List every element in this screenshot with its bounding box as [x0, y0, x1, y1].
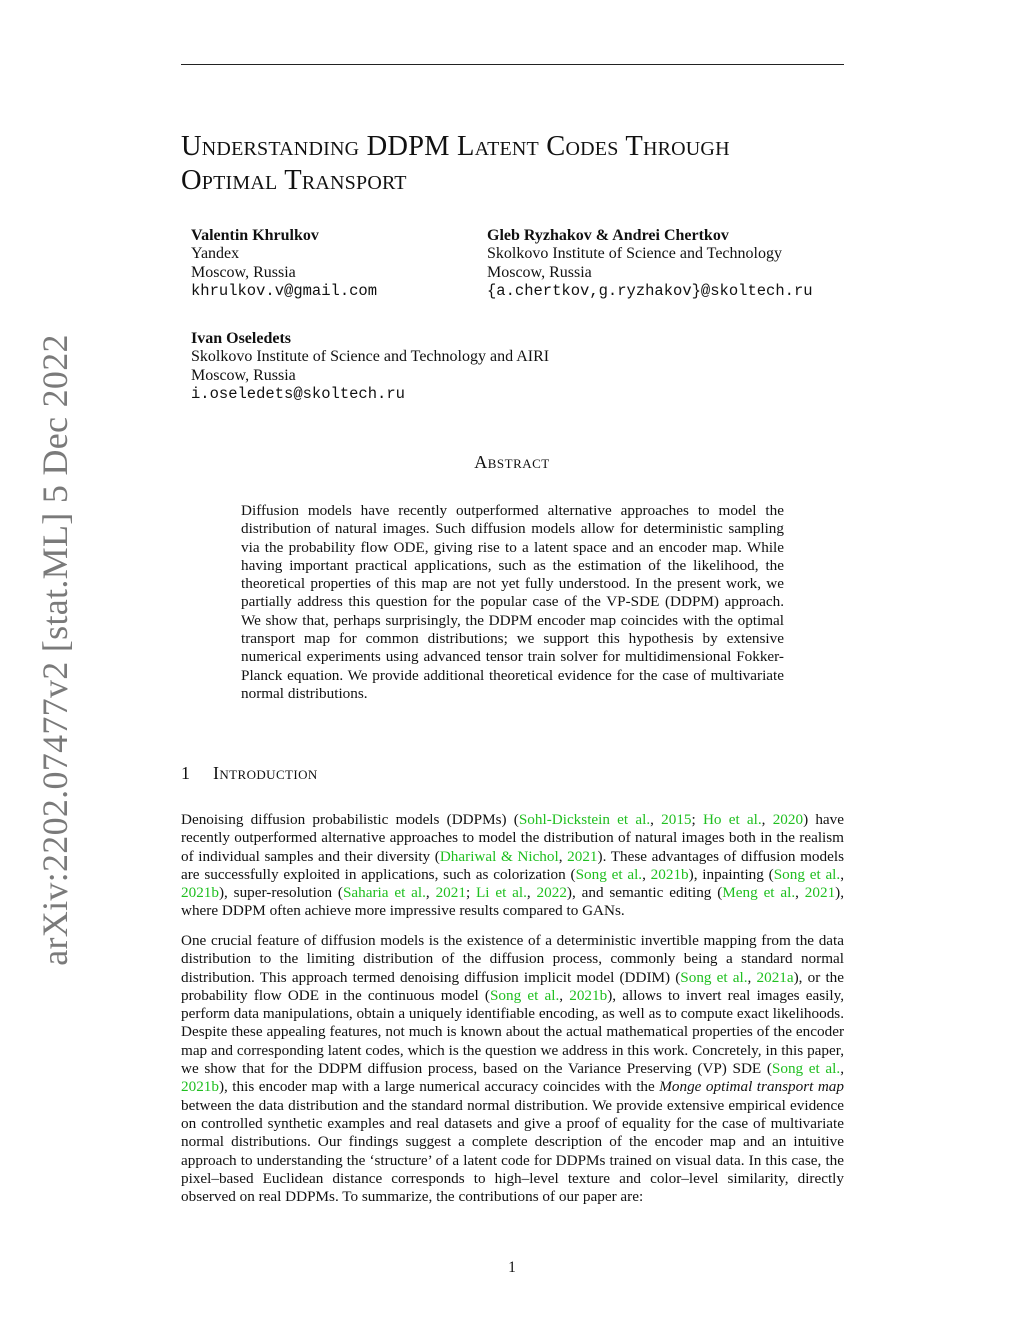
text-run: ), where DDPM often achieve more impressive results compared to GANs. — [181, 884, 845, 920]
author-email[interactable]: i.oseledets@skoltech.ru — [191, 385, 405, 404]
citation-link[interactable]: 2021 — [804, 884, 836, 902]
top-rule — [181, 64, 844, 65]
citation-link[interactable]: Sohl-Dickstein et al. — [518, 811, 651, 828]
author-location: Moscow, Russia — [191, 263, 296, 281]
text-run: ), or the probability flow ODE in the continuous model ( — [181, 968, 844, 1004]
text-run: ), and semantic editing ( — [566, 884, 723, 902]
text-run: ). These advantages of diffusion models are successfully exploited in applications, such as colorization ( — [181, 847, 844, 883]
author-name: Gleb Ryzhakov & Andrei Chertkov — [487, 227, 729, 244]
citation-link[interactable]: Song et al. — [489, 986, 560, 1004]
paper-title — [181, 130, 861, 198]
citation-link[interactable]: Li et al. — [476, 884, 527, 902]
author-affiliation: Skolkovo Institute of Science and Technology — [487, 245, 782, 263]
author-block-oseledets — [191, 330, 549, 404]
abstract-body: Diffusion models have recently outperformed alternative approaches to model the distribution of natural images. Such diffusion models allow for deterministic sampling via the probability flow ODE, giving rise to a latent space and an encoder map. While having important practical applications, such as the estimation of the likelihood, the theoretical properties of this map are not yet fully understood. In the present work, we partially address this question for the popular case of the VP-SDE (DDPM) approach. We show that, perhaps surprisingly, the DDPM encoder map coincides with the optimal transport map for common distributions; we support this hypothesis by extensive numerical experiments using advanced tensor train solver for multidimensional Fokker-Planck equation. We provide additional theoretical evidence for the case of multivariate normal distributions. — [241, 502, 784, 702]
text-run: One crucial feature of diffusion models is the existence of a deterministic invertible mapping from the data distribution to the limiting distribution of the diffusion process, commonly being a standard normal distribution. This approach termed denoising diffusion implicit model (DDIM) ( — [181, 932, 844, 986]
author-block-khrulkov — [191, 227, 377, 301]
text-run: , — [761, 811, 773, 828]
citation-link[interactable]: 2021b — [181, 1078, 219, 1096]
author-email[interactable]: {a.chertkov,g.ryzhakov}@skoltech.ru — [487, 282, 813, 301]
citation-link[interactable]: Dhariwal & Nichol — [439, 847, 559, 865]
text-run: , — [642, 865, 651, 883]
text-run: , — [558, 847, 568, 865]
author-affiliation: Yandex — [191, 245, 240, 263]
citation-link[interactable]: Song et al. — [575, 865, 643, 883]
text-run: ), allows to invert real images easily, perform data manipulations, obtain a uniquely identifiable encoding, as well as to compute exact likelihoods. Despite these appealing features, not much is known about the actual mathematical properties of the encoder map and corresponding latent codes, which is the question we address in this work. Concretely, in this paper, we show that for the DDPM diffusion process, based on the Variance Preserving (VP) SDE ( — [181, 986, 844, 1078]
intro-paragraph-2 — [181, 932, 844, 1206]
citation-link[interactable]: Ho et al. — [702, 811, 762, 828]
author-email[interactable]: khrulkov.v@gmail.com — [191, 282, 378, 301]
section-number: 1 — [181, 763, 190, 783]
citation-link[interactable]: 2021b — [181, 884, 219, 902]
text-run: , — [425, 884, 436, 902]
arxiv-identifier-stamp[interactable]: arXiv:2202.07477v2 [stat.ML] 5 Dec 2022 — [35, 334, 75, 966]
citation-link[interactable]: 2020 — [772, 811, 804, 828]
emphasized-term: Monge optimal transport map — [659, 1078, 844, 1096]
citation-link[interactable]: Saharia et al. — [342, 884, 426, 902]
text-run: , — [795, 884, 805, 902]
citation-link[interactable]: 2021 — [435, 884, 466, 902]
author-location: Moscow, Russia — [191, 366, 296, 384]
abstract-heading: Abstract — [474, 452, 550, 472]
text-run: ; — [465, 884, 476, 902]
section-heading-introduction — [181, 763, 318, 784]
title-line-1: Understanding DDPM Latent Codes Through — [181, 131, 730, 162]
citation-link[interactable]: 2021a — [756, 968, 794, 986]
citation-link[interactable]: Song et al. — [773, 865, 841, 883]
author-affiliation: Skolkovo Institute of Science and Technology and AIRI — [191, 348, 550, 366]
author-name: Ivan Oseledets — [191, 330, 291, 347]
author-name: Valentin Khrulkov — [191, 227, 319, 244]
citation-link[interactable]: 2015 — [661, 811, 692, 828]
page-number: 1 — [508, 1259, 516, 1276]
citation-link[interactable]: Song et al. — [771, 1060, 841, 1078]
intro-paragraph-1 — [181, 811, 844, 921]
text-run: ), super-resolution ( — [218, 884, 343, 902]
citation-link[interactable]: 2021b — [569, 986, 608, 1004]
citation-link[interactable]: 2021b — [650, 865, 689, 883]
author-location: Moscow, Russia — [487, 263, 592, 281]
text-run: , — [840, 1060, 844, 1078]
citation-link[interactable]: Song et al. — [680, 968, 748, 986]
text-run: ), inpainting ( — [688, 865, 774, 883]
text-run: between the data distribution and the standard normal distribution. We provide extensive empirical evidence on controlled synthetic examples and real datasets and give a proof of equality for the case of multivariate normal distributions. Our findings suggest a complete description of the encoder map and an intuitive approach to understanding the ‘structure’ of a latent code for DDPMs trained on visual data. In this case, the pixel–based Euclidean distance corresponds to high–level texture and color–level similarity, directly observed on real DDPMs. To summarize, the contributions of our paper are: — [181, 1096, 844, 1206]
text-run: ; — [691, 811, 703, 828]
text-run: , — [747, 968, 757, 986]
citation-link[interactable]: 2021 — [567, 847, 598, 865]
author-block-ryzhakov-chertkov — [487, 227, 813, 301]
text-run: Denoising diffusion probabilistic models (DDPMs) ( — [181, 811, 519, 828]
title-line-2: Optimal Transport — [181, 165, 407, 196]
section-title: Introduction — [213, 763, 318, 783]
text-run: , — [840, 865, 845, 883]
text-run: ) have recently outperformed alternative approaches to model the distribution of natural images both in the realism of individual samples and their diversity ( — [181, 811, 845, 865]
text-run: , — [559, 986, 570, 1004]
text-run: ), this encoder map with a large numerical accuracy coincides with the — [218, 1078, 660, 1096]
text-run: , — [526, 884, 537, 902]
citation-link[interactable]: 2022 — [536, 884, 567, 902]
citation-link[interactable]: Meng et al. — [722, 884, 796, 902]
text-run: , — [650, 811, 662, 828]
